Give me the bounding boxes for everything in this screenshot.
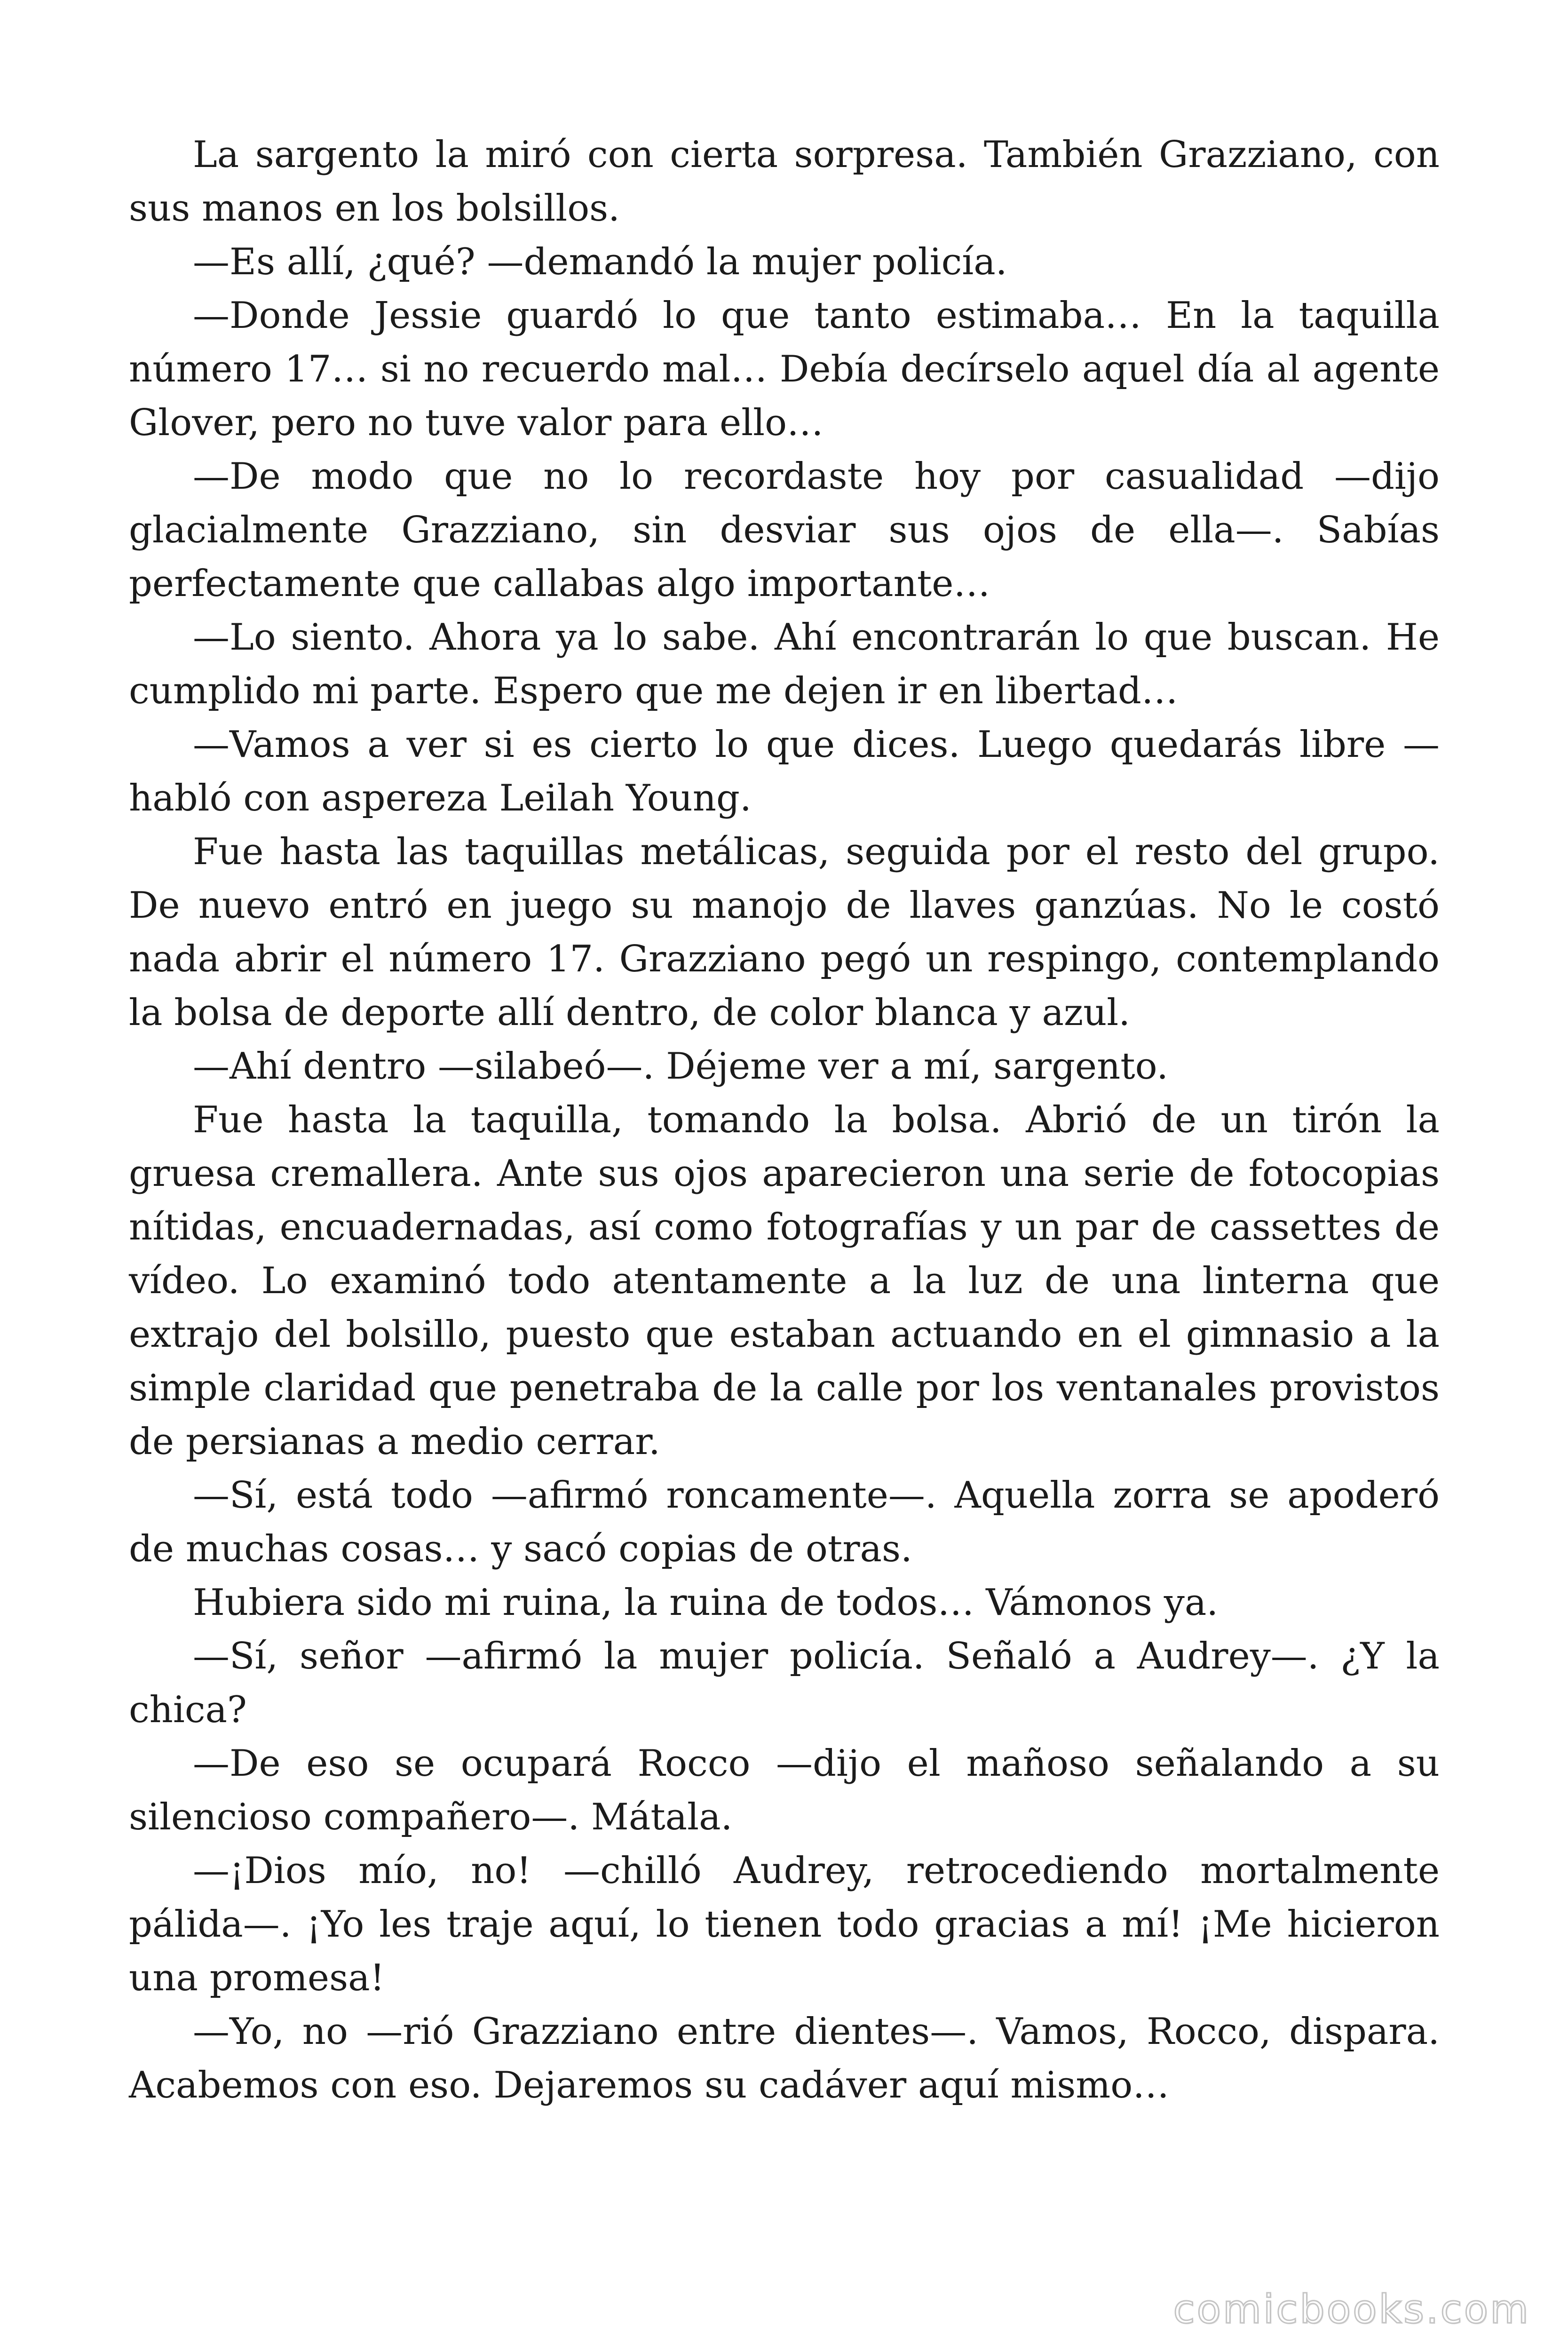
paragraph: La sargento la miró con cierta sorpresa. También Grazziano, con sus manos en los bolsillos. [129,134,1440,230]
paragraph: —Sí, señor —afirmó la mujer policía. Señaló a Audrey—. ¿Y la chica? [129,1635,1440,1731]
paragraph: Hubiera sido mi ruina, la ruina de todos… Vámonos ya. [193,1581,1219,1624]
paragraph: —¡Dios mío, no! —chilló Audrey, retrocediendo mortalmente pálida—. ¡Yo les traje aquí, lo tienen todo gracias a mí! ¡Me hicieron una promesa! [129,1850,1440,1999]
paragraph: Fue hasta la taquilla, tomando la bolsa. Abrió de un tirón la gruesa cremallera. Ante sus ojos aparecieron una serie de fotocopias nítidas, encuadernadas, así como fotografías y un par de cassettes de vídeo. Lo examinó todo atentamente a la luz de una linterna que extrajo del bolsillo, puesto que estaban actuando en el gimnasio a la simple claridad que penetraba de la calle por los ventanales provistos de persianas a medio cerrar. [129,1099,1440,1463]
paragraph: Fue hasta las taquillas metálicas, seguida por el resto del grupo. De nuevo entró en juego su manojo de llaves ganzúas. No le costó nada abrir el número 17. Grazziano pegó un respingo, contemplando la bolsa de deporte allí dentro, de color blanca y azul. [129,831,1440,1034]
paragraph: —Ahí dentro —silabeó—. Déjeme ver a mí, sargento. [193,1045,1169,1088]
paragraph: —De modo que no lo recordaste hoy por casualidad —dijo glacialmente Grazziano, sin desviar sus ojos de ella—. Sabías perfectamente que callabas algo importante… [129,455,1440,605]
watermark: comicbooks.com [1173,2286,1530,2332]
paragraph: —Sí, está todo —afirmó roncamente—. Aquella zorra se apoderó de muchas cosas… y sacó copias de otras. [129,1474,1440,1570]
paragraph: —De eso se ocupará Rocco —dijo el mañoso señalando a su silencioso compañero—. Mátala. [129,1742,1440,1838]
paragraph: —Donde Jessie guardó lo que tanto estimaba… En la taquilla número 17… si no recuerdo mal… Debía decírselo aquel día al agente Glover, pero no tuve valor para ello… [129,294,1440,444]
page-body [129,128,1440,2112]
paragraph: —Lo siento. Ahora ya lo sabe. Ahí encontrarán lo que buscan. He cumplido mi parte. Espero que me dejen ir en libertad… [129,616,1440,712]
paragraph: —Vamos a ver si es cierto lo que dices. Luego quedarás libre — habló con aspereza Leilah Young. [129,723,1440,819]
paragraph: —Yo, no —rió Grazziano entre dientes—. Vamos, Rocco, dispara. Acabemos con eso. Dejaremos su cadáver aquí mismo… [129,2010,1440,2106]
paragraph: —Es allí, ¿qué? —demandó la mujer policía. [193,241,1007,283]
